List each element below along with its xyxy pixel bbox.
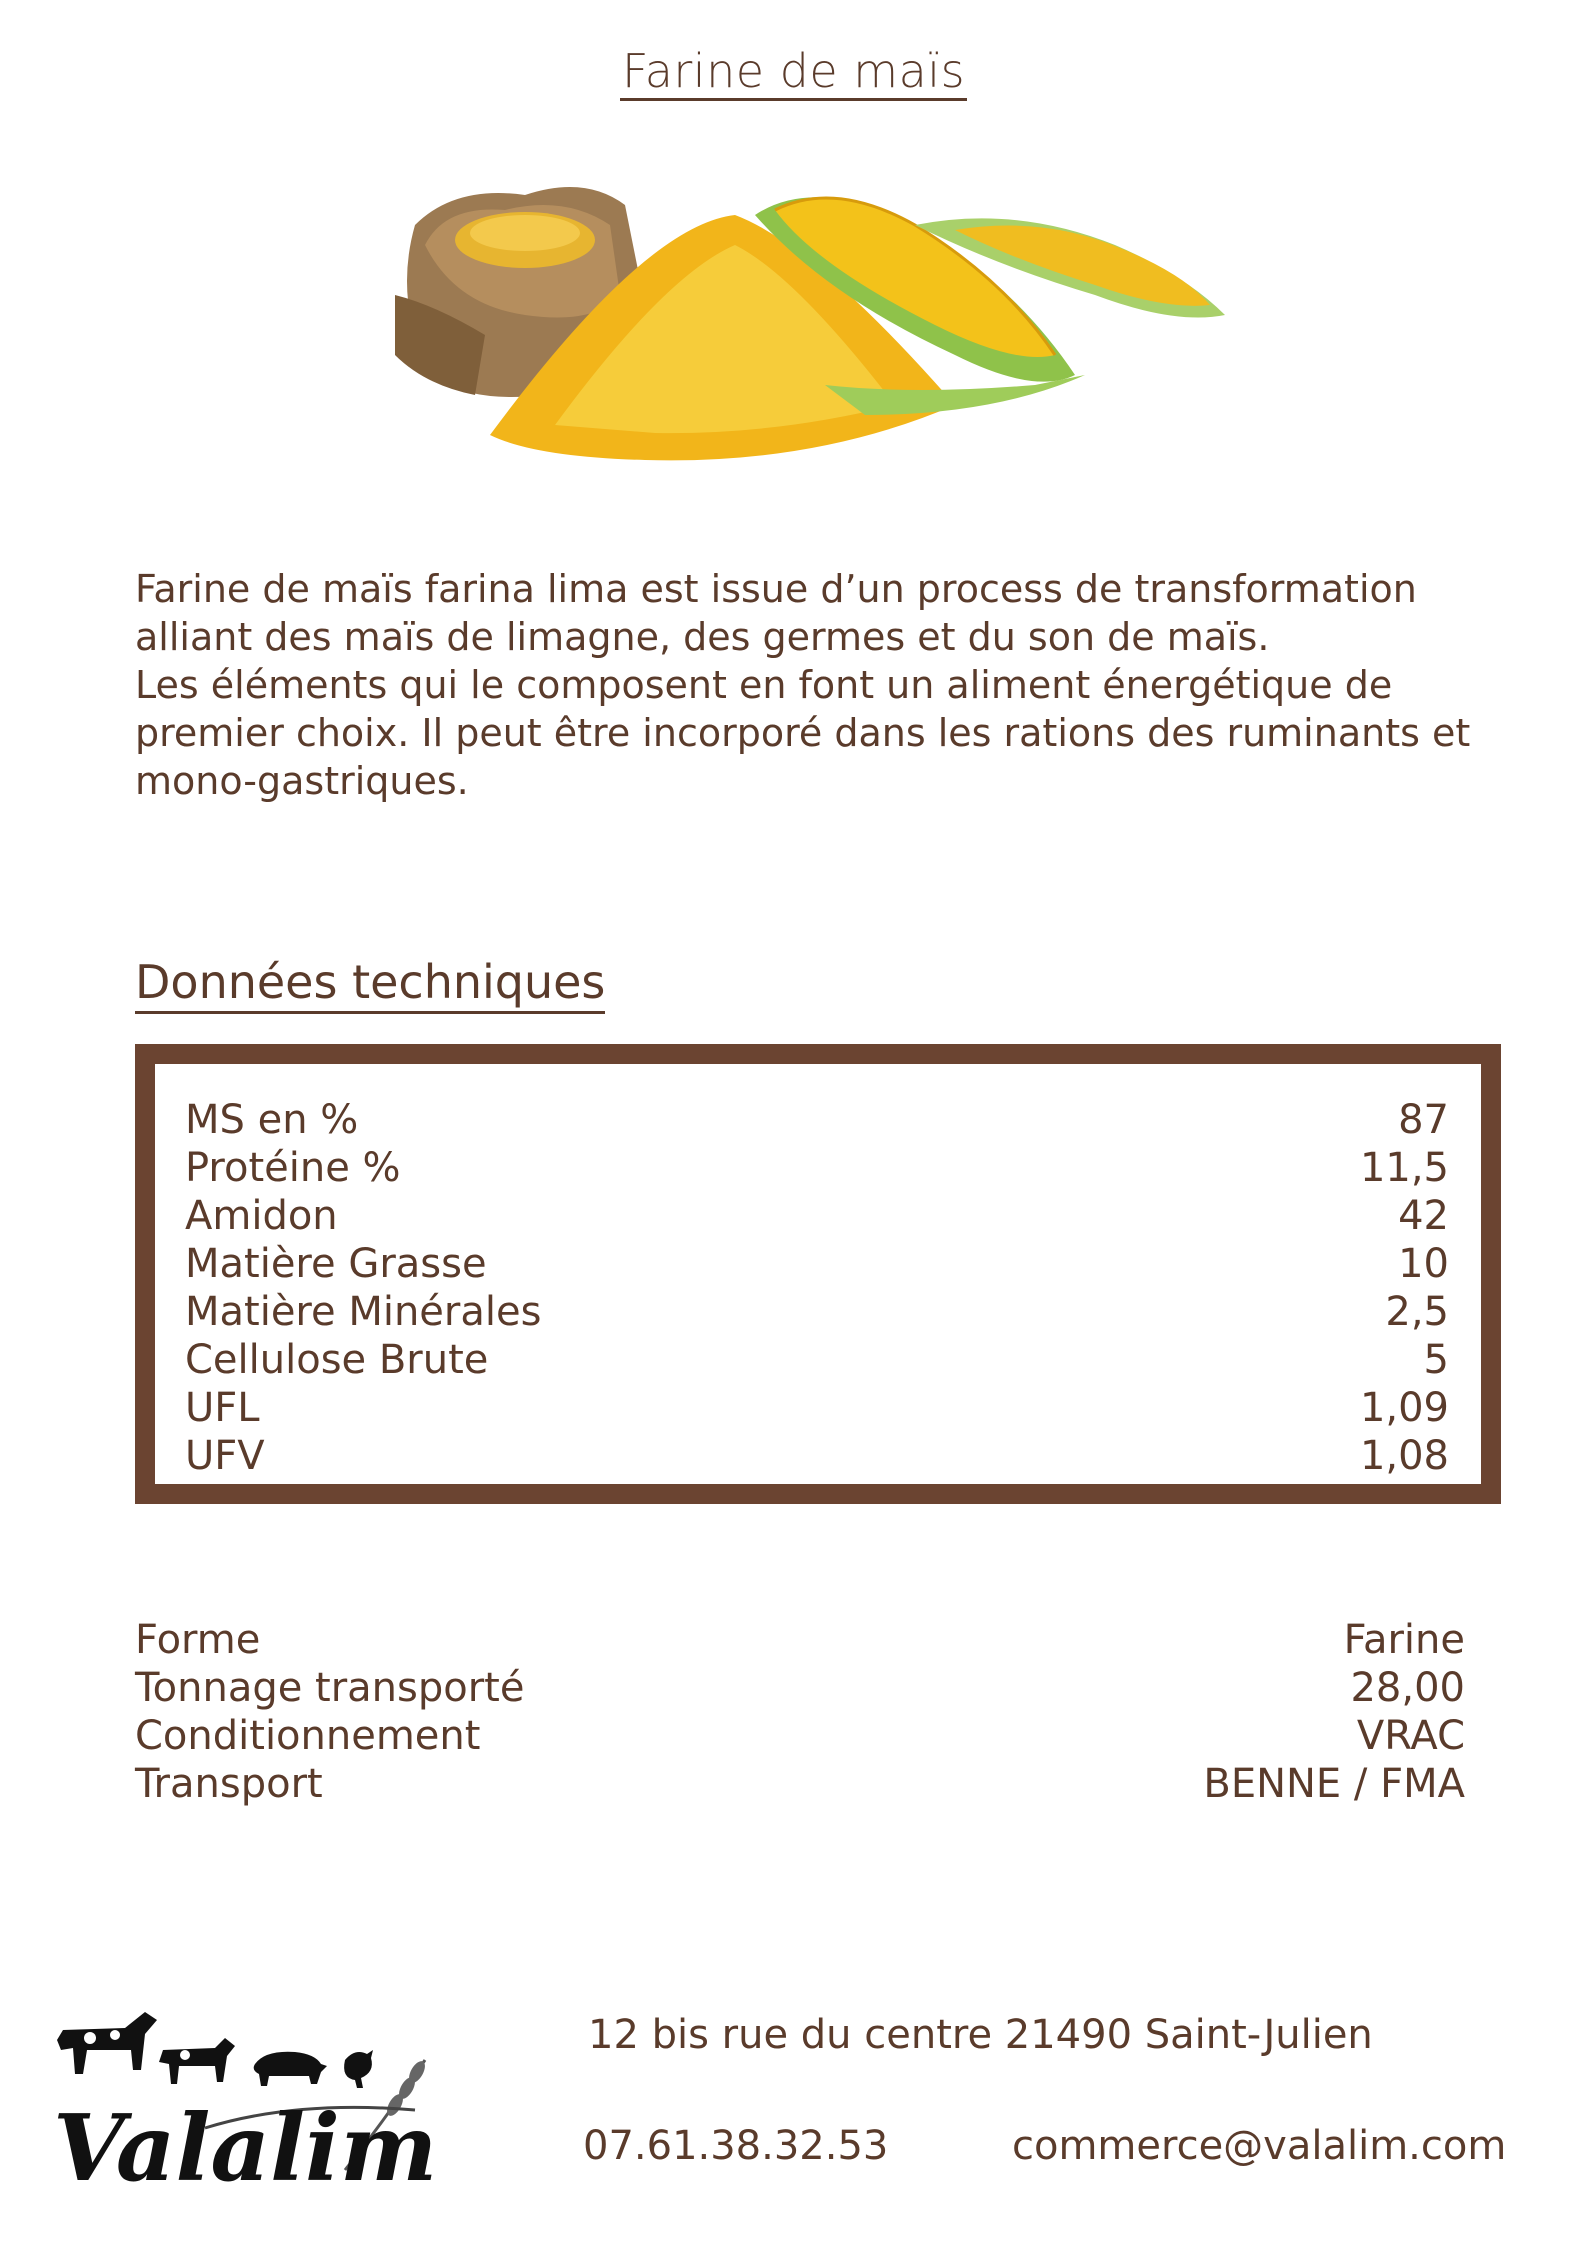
meta-label: Forme [135,1617,261,1663]
pig-icon [254,2052,327,2086]
spec-row [185,1432,1449,1480]
intro-paragraph: Les éléments qui le composent en font un aliment énergétique de premier choix. Il peut être incorporé dans les rations des ruminants et mono-gastriques. [135,663,1471,803]
spec-row [185,1144,1449,1192]
spec-label: Matière Minérales [185,1289,542,1335]
meta-row [135,1664,1465,1712]
spec-row [185,1096,1449,1144]
phone-number: 07.61.38.32.53 [583,2123,889,2169]
meta-row [135,1712,1465,1760]
technical-data-box [135,1044,1501,1504]
spec-label: UFV [185,1433,265,1479]
spec-label: Amidon [185,1193,338,1239]
email-address: commerce@valalim.com [1012,2123,1507,2169]
spec-value: 11,5 [1359,1145,1449,1191]
spec-label: UFL [185,1385,260,1431]
meta-label: Tonnage transporté [135,1665,525,1711]
meta-label: Transport [135,1761,323,1807]
intro-text [135,565,1515,805]
page-title: Farine de maïs [0,44,1587,98]
corn-flour-hero-image [395,165,1265,495]
cow-icon [57,2012,157,2074]
spec-row [185,1192,1449,1240]
spec-label: Matière Grasse [185,1241,487,1287]
intro-paragraph: Farine de maïs farina lima est issue d’un process de transformation alliant des maïs de limagne, des germes et du son de maïs. [135,567,1417,659]
spec-value: 87 [1398,1097,1449,1143]
meta-label: Conditionnement [135,1713,481,1759]
spec-label: Cellulose Brute [185,1337,489,1383]
spec-row [185,1240,1449,1288]
spec-row [185,1288,1449,1336]
meta-value: Farine [1343,1617,1465,1663]
address: 12 bis rue du centre 21490 Saint-Julien [588,2012,1373,2058]
spec-label: Protéine % [185,1145,401,1191]
logo-wordmark: Valalim [53,2094,438,2202]
spec-row [185,1336,1449,1384]
spec-value: 10 [1398,1241,1449,1287]
calf-icon [159,2038,235,2084]
logistics-info [135,1616,1465,1808]
meta-value: 28,00 [1350,1665,1465,1711]
section-title: Données techniques [135,955,605,1009]
meta-value: BENNE / FMA [1203,1761,1465,1807]
spec-value: 5 [1423,1337,1449,1383]
spec-value: 2,5 [1385,1289,1449,1335]
spec-row [185,1384,1449,1432]
spec-label: MS en % [185,1097,359,1143]
spec-value: 1,09 [1359,1385,1449,1431]
valalim-logo [45,2000,445,2210]
meta-value: VRAC [1356,1713,1465,1759]
meta-row [135,1616,1465,1664]
spec-value: 1,08 [1359,1433,1449,1479]
chicken-icon [344,2050,373,2088]
meta-row [135,1760,1465,1808]
spec-value: 42 [1398,1193,1449,1239]
